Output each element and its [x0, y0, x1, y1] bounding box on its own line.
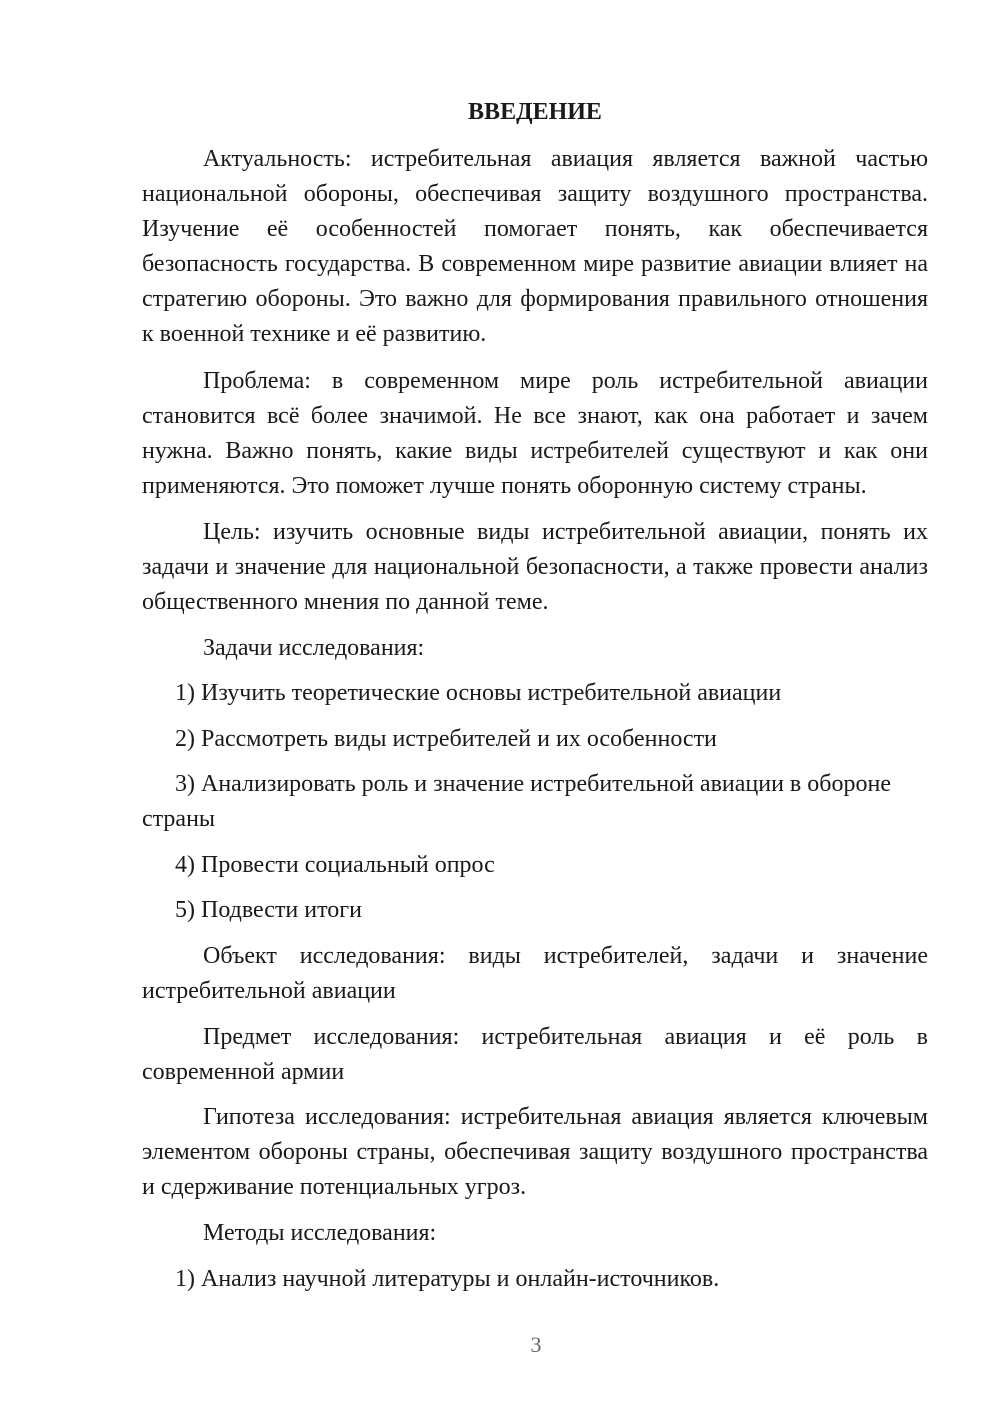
- paragraph-relevance: Актуальность: истребительная авиация является важной частью национальной обороны, обеспечивая защиту воздушного пространства. Изучение её особенностей помогает понять, как обеспечивается безопасность государства. В современном мире развитие авиации влияет на стратегию обороны. Это важно для формирования правильного отношения к военной технике и её развитию.: [142, 146, 928, 347]
- paragraph-hypothesis: Гипотеза исследования: истребительная авиация является ключевым элементом обороны страны, обеспечивая защиту воздушного пространства и сдерживание потенциальных угроз.: [142, 1104, 928, 1200]
- paragraph-object: Объект исследования: виды истребителей, задачи и значение истребительной авиации: [142, 943, 928, 1004]
- page-number: 3: [530, 1332, 542, 1357]
- task-item-2: 2) Рассмотреть виды истребителей и их особенности: [175, 726, 717, 752]
- methods-heading: Методы исследования:: [203, 1220, 437, 1246]
- task-item-4: 4) Провести социальный опрос: [175, 852, 495, 878]
- section-title: ВВЕДЕНИЕ: [468, 99, 602, 125]
- paragraph-goal: Цель: изучить основные виды истребительной авиации, понять их задачи и значение для национальной безопасности, а также провести анализ общественного мнения по данной теме.: [142, 519, 928, 615]
- task-item-5: 5) Подвести итоги: [175, 897, 362, 923]
- method-item-1: 1) Анализ научной литературы и онлайн-источников.: [175, 1266, 720, 1292]
- paragraph-subject: Предмет исследования: истребительная авиация и её роль в современной армии: [142, 1024, 928, 1085]
- task-item-1: 1) Изучить теоретические основы истребительной авиации: [175, 680, 782, 706]
- paragraph-problem: Проблема: в современном мире роль истребительной авиации становится всё более значимой. Не все знают, как она работает и зачем нужна. Важно понять, какие виды истребителей существуют и как они применяются. Это поможет лучше понять оборонную систему страны.: [142, 368, 928, 499]
- tasks-heading: Задачи исследования:: [203, 635, 425, 661]
- task-item-3: 3) Анализировать роль и значение истребительной авиации в обороне страны: [142, 771, 891, 832]
